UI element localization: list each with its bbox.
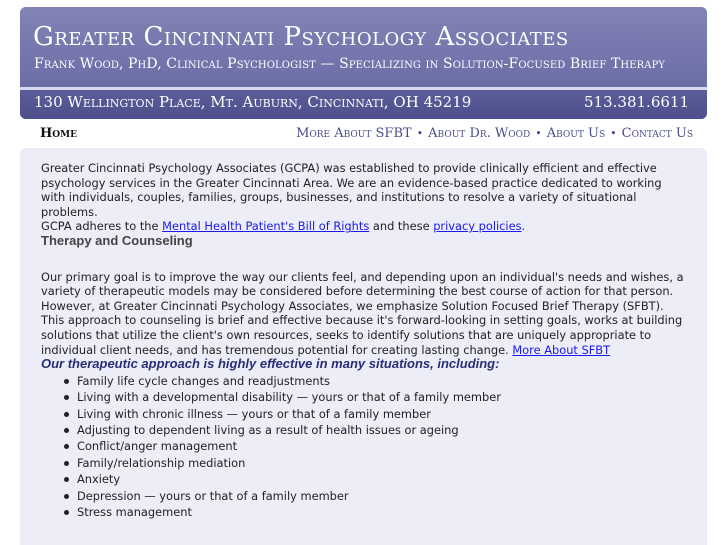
nav-about-us[interactable]: About Us	[546, 126, 606, 141]
list-item: Family life cycle changes and readjustments	[63, 373, 687, 389]
nav-about-dr-wood[interactable]: About Dr. Wood	[428, 126, 531, 141]
header-banner	[20, 7, 707, 119]
list-item: Living with chronic illness — yours or that of a family member	[63, 406, 687, 422]
site-title: Greater Cincinnati Psychology Associates	[33, 22, 569, 52]
list-item: Adjusting to dependent living as a result of health issues or ageing	[63, 422, 687, 438]
nav-links	[296, 126, 693, 141]
nav-separator: •	[610, 127, 617, 140]
main-nav	[40, 126, 693, 144]
rights-paragraph	[41, 219, 687, 234]
site-subtitle: Frank Wood, PhD, Clinical Psychologist — Specializing in Solution-Focused Brief Therapy	[34, 56, 666, 72]
list-item: Stress management	[63, 504, 687, 520]
intro-paragraph: Greater Cincinnati Psychology Associates (GCPA) was established to provide clinically efficient and effective psychology services in the Greater Cincinnati Area. We are an evidence-based practice dedicated to working with individuals, couples, families, groups, businesses, and institutions to resolve a variety of situational problems.	[41, 161, 662, 219]
phone-number: 513.381.6611	[584, 93, 689, 111]
rights-prefix: GCPA adheres to the	[41, 219, 163, 234]
nav-contact-us[interactable]: Contact Us	[621, 126, 693, 141]
list-item: Living with a developmental disability — yours or that of a family member	[63, 389, 687, 405]
list-item: Conflict/anger management	[63, 438, 687, 454]
section-heading: Therapy and Counseling	[41, 232, 193, 248]
privacy-policies-link[interactable]: privacy policies	[433, 219, 522, 234]
list-item: Family/relationship mediation	[63, 455, 687, 471]
conditions-list	[41, 373, 687, 521]
rights-suffix: .	[521, 219, 526, 234]
nav-separator: •	[535, 127, 542, 140]
main-content	[20, 148, 707, 545]
nav-separator: •	[416, 127, 424, 140]
rights-middle: and these	[369, 219, 434, 234]
goal-text: Our primary goal is to improve the way our clients feel, and depending upon an individual's needs and wishes, a variety of therapeutic models may be considered before determining the best course of action for that person. However, at Greater Cincinnati Psychology Associates, we emphasize Solution Focused Brief Therapy (SFBT). This approach to counseling is brief and effective because it's forward-looking in setting goals, works at building solutions that utilize the client's own resources, seeks to identify solutions that are uniquely appropriate to individual client needs, and has tremendous potential for creating lasting change.	[41, 269, 684, 357]
list-item: Anxiety	[63, 471, 687, 487]
address: 130 Wellington Place, Mt. Auburn, Cincinnati, OH 45219	[34, 93, 472, 111]
approach-heading: Our therapeutic approach is highly effective in many situations, including:	[41, 356, 500, 372]
nav-more-about-sfbt[interactable]: More About SFBT	[296, 126, 412, 141]
bill-of-rights-link[interactable]: Mental Health Patient's Bill of Rights	[162, 219, 370, 234]
more-about-sfbt-link[interactable]: More About SFBT	[512, 342, 611, 357]
list-item: Depression — yours or that of a family member	[63, 488, 687, 504]
goal-paragraph	[41, 270, 687, 358]
nav-home[interactable]: Home	[40, 126, 77, 141]
